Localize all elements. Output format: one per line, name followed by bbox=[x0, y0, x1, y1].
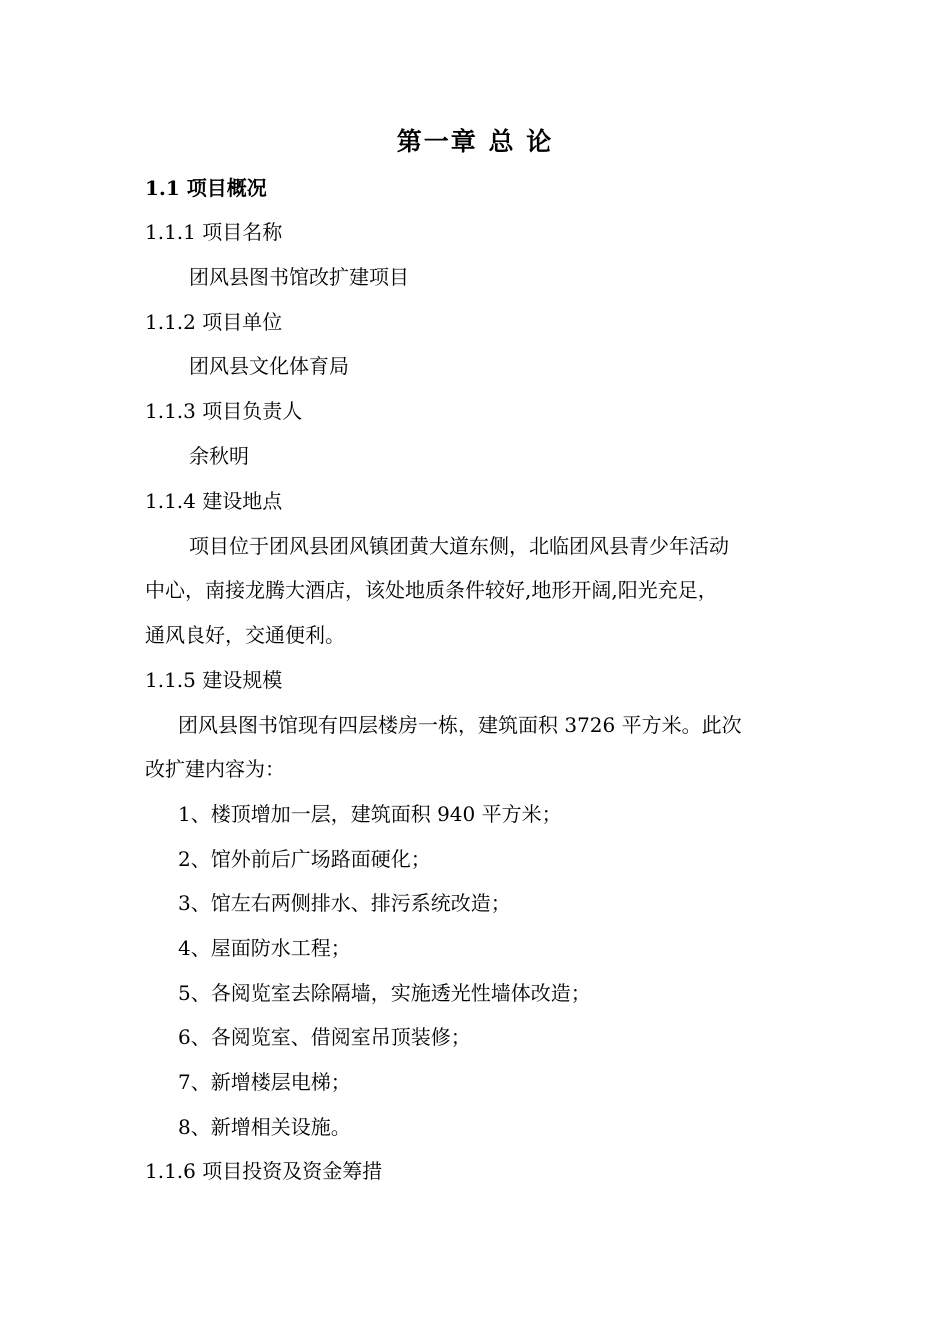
scale-list-item: 2、馆外前后广场路面硬化； bbox=[178, 847, 431, 871]
scale-list-item: 3、馆左右两侧排水、排污系统改造； bbox=[178, 891, 511, 915]
chapter-title: 第一章 总 论 bbox=[396, 127, 554, 156]
project-unit: 团风县文化体育局 bbox=[189, 354, 349, 378]
scale-list-item: 7、新增楼层电梯； bbox=[178, 1070, 351, 1094]
section-heading: 1.1 项目概况 bbox=[145, 176, 267, 200]
location-paragraph-line: 项目位于团风县团风镇团黄大道东侧，北临团风县青少年活动 bbox=[189, 534, 729, 558]
scale-list-item: 1、楼顶增加一层，建筑面积 940 平方米； bbox=[178, 802, 562, 826]
scale-list-item: 5、各阅览室去除隔墙，实施透光性墙体改造； bbox=[178, 981, 591, 1005]
scale-list-item: 8、新增相关设施。 bbox=[178, 1115, 351, 1139]
scale-list-item: 6、各阅览室、借阅室吊顶装修； bbox=[178, 1025, 471, 1049]
subsection-heading-unit: 1.1.2 项目单位 bbox=[145, 310, 283, 334]
scale-list-item: 4、屋面防水工程； bbox=[178, 936, 351, 960]
subsection-heading-location: 1.1.4 建设地点 bbox=[145, 489, 283, 513]
scale-paragraph-line: 改扩建内容为： bbox=[145, 757, 285, 781]
subsection-heading-leader: 1.1.3 项目负责人 bbox=[145, 399, 303, 423]
subsection-heading-scale: 1.1.5 建设规模 bbox=[145, 668, 283, 692]
project-leader: 余秋明 bbox=[189, 444, 249, 468]
subsection-heading-investment: 1.1.6 项目投资及资金筹措 bbox=[145, 1159, 383, 1183]
project-name: 团风县图书馆改扩建项目 bbox=[189, 265, 409, 289]
location-paragraph-line: 中心，南接龙腾大酒店，该处地质条件较好,地形开阔,阳光充足， bbox=[145, 578, 718, 602]
scale-paragraph-line: 团风县图书馆现有四层楼房一栋，建筑面积 3726 平方米。此次 bbox=[178, 713, 742, 737]
location-paragraph-line: 通风良好，交通便利。 bbox=[145, 623, 345, 647]
subsection-heading-name: 1.1.1 项目名称 bbox=[145, 220, 283, 244]
